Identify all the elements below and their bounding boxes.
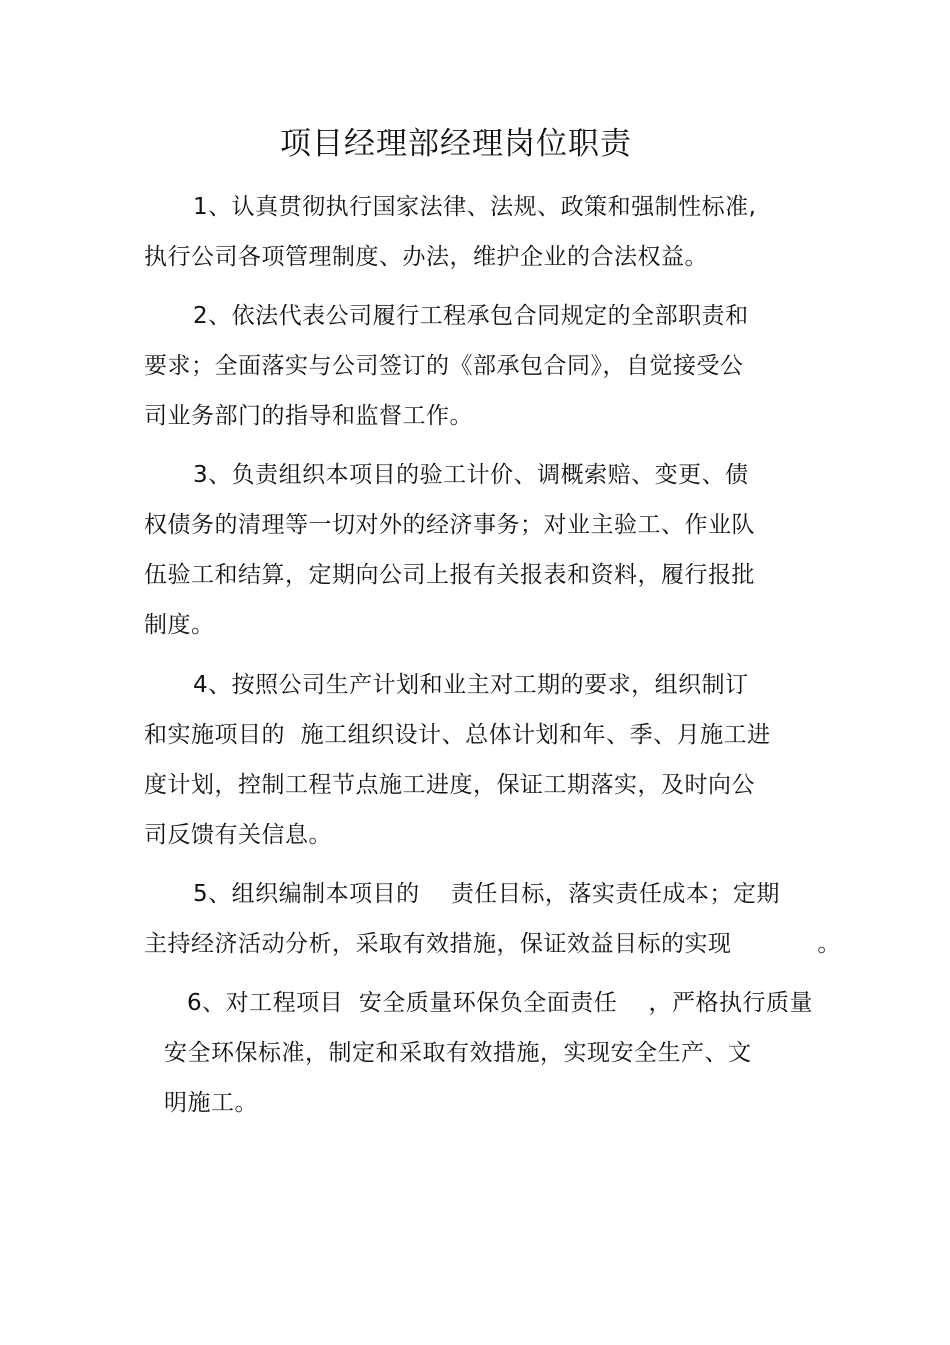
paragraph-2-line-1: 2、依法代表公司履行工程承包合同规定的全部职责和 bbox=[193, 303, 749, 329]
paragraph-6-line-3: 明施工。 bbox=[164, 1090, 258, 1116]
paragraph-3-line-2: 权债务的清理等一切对外的经济事务；对业主验工、作业队 bbox=[144, 512, 755, 538]
paragraph-3-line-3: 伍验工和结算，定期向公司上报有关报表和资料，履行报批 bbox=[144, 562, 755, 588]
document-title: 项目经理部经理岗位职责 bbox=[280, 126, 632, 162]
paragraph-6-line-2: 安全环保标准，制定和采取有效措施，实现安全生产、文 bbox=[164, 1040, 752, 1066]
paragraph-4-line-3: 度计划，控制工程节点施工进度，保证工期落实，及时向公 bbox=[144, 772, 755, 798]
paragraph-5-line-1: 5、组织编制本项目的 责任目标，落实责任成本；定期 bbox=[193, 881, 780, 907]
paragraph-1-line-1: 1、认真贯彻执行国家法律、法规、政策和强制性标准, bbox=[193, 194, 757, 220]
paragraph-1-line-2: 执行公司各项管理制度、办法，维护企业的合法权益。 bbox=[144, 244, 708, 270]
paragraph-4-line-1: 4、按照公司生产计划和业主对工期的要求，组织制订 bbox=[193, 672, 749, 698]
paragraph-6-line-1: 6、对工程项目 安全质量环保负全面责任 ，严格执行质量 bbox=[187, 990, 813, 1016]
paragraph-2-line-3: 司业务部门的指导和监督工作。 bbox=[144, 403, 473, 429]
paragraph-4-line-2: 和实施项目的 施工组织设计、总体计划和年、季、月施工进 bbox=[144, 722, 771, 748]
paragraph-2-line-2: 要求；全面落实与公司签订的《部承包合同》，自觉接受公 bbox=[144, 353, 744, 379]
paragraph-3-line-4: 制度。 bbox=[144, 612, 215, 638]
paragraph-5-line-2: 主持经济活动分析，采取有效措施，保证效益目标的实现 。 bbox=[144, 931, 841, 957]
paragraph-4-line-4: 司反馈有关信息。 bbox=[144, 822, 332, 848]
paragraph-3-line-1: 3、负责组织本项目的验工计价、调概索赔、变更、债 bbox=[193, 462, 749, 488]
